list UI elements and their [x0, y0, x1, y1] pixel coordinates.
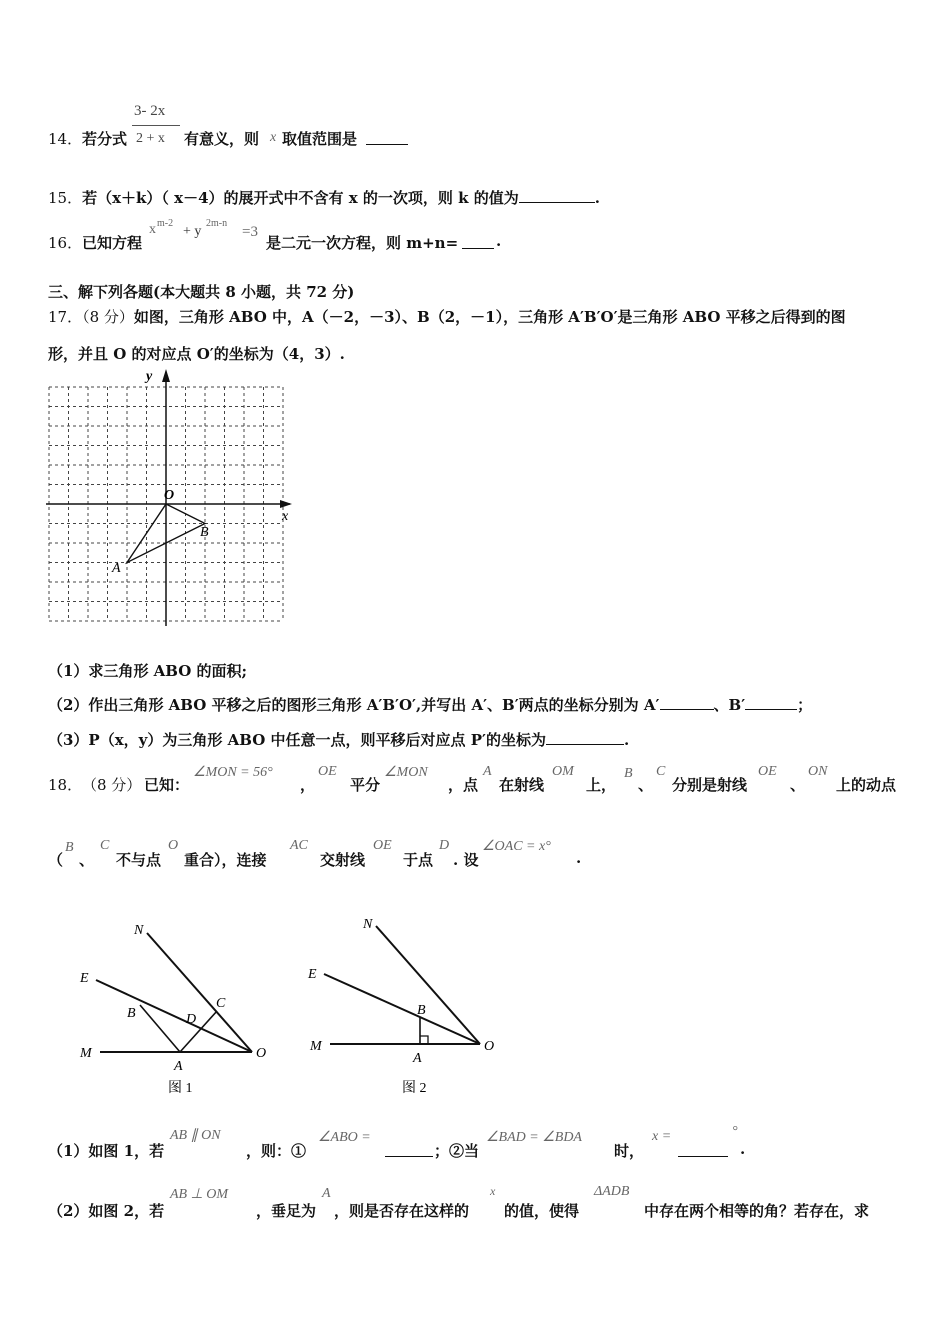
q18-moving-end: 上的动点: [836, 776, 897, 794]
q18-angle-abo-blank[interactable]: [385, 1142, 433, 1157]
fig1-label-o: O: [256, 1046, 267, 1061]
fig2-label-o: O: [484, 1039, 495, 1054]
fig1-label-d: D: [186, 1012, 197, 1027]
q18-sub-2-triangle: ΔADB: [594, 1184, 630, 1199]
q14-suffix: 取值范围是: [282, 130, 358, 148]
q14-fraction-denominator: 2 + x: [136, 131, 165, 146]
q18-comma-3: 上，: [586, 776, 617, 794]
q15-text: 若（x＋k）（ x－4）的展开式中不含有 x 的一次项，则 k 的值为: [82, 189, 519, 207]
q18-l2-set: . 设: [453, 851, 479, 869]
q18-bisect: 平分: [350, 776, 381, 794]
ray-on: [147, 933, 252, 1052]
q18-sub-2-condition: AB ⊥ OM: [170, 1187, 229, 1202]
q18-sub-1-angle-abo: ∠ABO =: [318, 1130, 371, 1145]
q18-on-ray: 在射线: [499, 776, 545, 794]
q18-sub-2-prefix: （2）如图 2，若: [48, 1202, 165, 1220]
q15-end: .: [594, 189, 600, 207]
q17-sub-3: [48, 729, 629, 750]
q18-sub-2: [48, 1182, 918, 1222]
q14-answer-blank[interactable]: [366, 130, 408, 145]
q18-moving: 分别是射线: [672, 776, 748, 794]
point-a-label: A: [112, 561, 121, 576]
q14-fraction-bar: [132, 125, 180, 126]
q18-sub-1-end: .: [740, 1140, 746, 1158]
x-axis-arrow: [280, 500, 292, 508]
q18-oe-2: OE: [758, 764, 777, 779]
fig1-label-b: B: [127, 1006, 136, 1021]
q18-l2-d: D: [439, 838, 450, 853]
fig1-label-a: A: [174, 1059, 183, 1074]
q17-sub-2-mid: 、B′: [713, 696, 746, 714]
q18-om: OM: [552, 764, 574, 779]
q15: [48, 187, 600, 208]
fig2-label-a: A: [413, 1051, 422, 1066]
q18-number: 18．: [48, 776, 83, 794]
segment-ab: [140, 1005, 180, 1052]
y-axis-arrow: [162, 369, 170, 382]
q17-sub-2-end: ；: [797, 696, 813, 714]
q18-dun-2: 、: [790, 776, 806, 794]
q18-points: （8 分）: [82, 776, 142, 794]
q18-angle-mon: ∠MON = 56°: [193, 765, 273, 780]
q18-line-2: [48, 836, 668, 876]
q18-l2-open: （: [48, 851, 64, 869]
q16-plus-y: + y: [183, 224, 202, 239]
q17-sub-2: [48, 694, 812, 715]
q17-p-prime-blank[interactable]: [546, 730, 624, 745]
q18-l2-at: 于点: [403, 851, 434, 869]
q18-point-a: A: [483, 764, 492, 779]
section-3-header: 三、解下列各题(本大题共 8 小题，共 72 分): [48, 283, 355, 301]
q18-known: 已知：: [144, 776, 190, 794]
q17-points: （8 分）: [82, 308, 134, 326]
q18-sub-2-foot: ，垂足为: [256, 1202, 317, 1220]
q17-text-1: 如图，三角形 ABO 中，A（－2，－3）、B（2，－1），三角形 A′B′O′是三角形 ABO 平移之后得到的图: [133, 308, 846, 326]
q17-a-prime-blank[interactable]: [660, 695, 714, 710]
q18-comma-2: ，点: [448, 776, 479, 794]
fig1-label-e: E: [80, 971, 89, 986]
q18-sub-1-degree: °: [732, 1124, 738, 1139]
q18-sub-1-condition: AB ∥ ON: [170, 1128, 221, 1143]
q14-number: 14．: [48, 130, 83, 148]
q18-angle-mon-2: ∠MON: [384, 765, 428, 780]
q18-sub-2-value: 的值，使得: [504, 1202, 580, 1220]
q18-oe: OE: [318, 764, 337, 779]
q18-sub-1-then: ，则：①: [246, 1142, 307, 1160]
q18-l2-ac: AC: [290, 838, 308, 853]
q16-prefix: 已知方程: [82, 234, 143, 252]
q18-on: ON: [808, 764, 828, 779]
x-axis-label: x: [282, 509, 289, 524]
figure-2: [300, 910, 520, 1100]
q17-line-2: 形，并且 O 的对应点 O′的坐标为（4，3）.: [48, 345, 345, 363]
q18-sub-1-when: 时，: [614, 1142, 645, 1160]
ray-on-2: [376, 926, 480, 1044]
q18-l2-dun: 、: [79, 851, 95, 869]
q16-rhs: =3: [242, 224, 258, 240]
q18-l2-c: C: [100, 838, 110, 853]
q17-number: 17．: [48, 308, 83, 326]
q18-dun: 、: [638, 776, 654, 794]
q18-x-blank[interactable]: [678, 1142, 728, 1157]
fig1-label-c: C: [216, 996, 226, 1011]
q18-sub-1-prefix: （1）如图 1，若: [48, 1142, 165, 1160]
q14-variable: x: [270, 130, 277, 145]
q15-answer-blank[interactable]: [519, 188, 595, 203]
q16-x: x: [149, 222, 156, 237]
q18-l2-o: O: [168, 838, 179, 853]
q17-sub-2-prefix: （2）作出三角形 ABO 平移之后的图形三角形 A′B′O′,并写出 A′、B′两点的坐标分别为 A′: [48, 696, 660, 714]
q17-sub-3-end: .: [623, 731, 630, 749]
right-angle-mark: [420, 1036, 428, 1044]
q18-point-b: B: [624, 766, 633, 781]
q18-sub-1-equal-angles: ∠BAD = ∠BDA: [486, 1130, 582, 1145]
y-axis-label: y: [146, 369, 153, 384]
q17-b-prime-blank[interactable]: [745, 695, 797, 710]
q18-point-c: C: [656, 764, 666, 779]
q17-sub-1: （1）求三角形 ABO 的面积;: [48, 662, 248, 680]
q16-end: .: [496, 232, 502, 250]
q16-x-exponent: m-2: [157, 218, 174, 229]
fig1-caption: 图 1: [168, 1081, 193, 1096]
q18-sub-2-end: 中存在两个相等的角？若存在，求: [644, 1202, 870, 1220]
q18-l2-b: B: [65, 840, 74, 855]
coordinate-grid-figure: [40, 366, 310, 628]
ray-oe-2: [324, 974, 480, 1044]
q16-number: 16．: [48, 234, 83, 252]
figure-1: [70, 910, 290, 1100]
fig1-label-m: M: [80, 1046, 92, 1061]
origin-label: O: [164, 488, 175, 503]
q18-l2-cross: 交射线: [320, 851, 366, 869]
q16-suffix: 是二元一次方程，则 m+n=: [266, 234, 459, 252]
q18-sub-1-x: x =: [652, 1129, 672, 1144]
ray-oe: [96, 980, 252, 1052]
q18-l2-oe: OE: [373, 838, 392, 853]
q18-sub-2-a: A: [322, 1186, 331, 1201]
q15-number: 15．: [48, 189, 83, 207]
q14: [48, 100, 548, 160]
fig2-label-b: B: [417, 1003, 426, 1018]
fig2-label-n: N: [363, 917, 373, 932]
q18-l2-angle: ∠OAC = x°: [482, 839, 551, 854]
q18-sub-2-ask: ，则是否存在这样的: [334, 1202, 470, 1220]
q18-l2-end: .: [576, 849, 582, 867]
point-b-label: B: [200, 525, 209, 540]
fig2-label-e: E: [308, 967, 317, 982]
fig1-label-n: N: [134, 923, 144, 938]
q14-prefix: 若分式: [82, 130, 128, 148]
q17-line-1: [48, 306, 846, 327]
q18-comma-1: ，: [300, 776, 316, 794]
q18-l2-not: 不与点: [116, 851, 162, 869]
q18-sub-1: [48, 1124, 808, 1164]
q14-fraction-numerator: 3- 2x: [134, 103, 166, 119]
fig2-label-m: M: [310, 1039, 322, 1054]
q16: [48, 220, 548, 260]
q18-line-1: [48, 760, 928, 800]
q14-middle: 有意义，则: [184, 130, 260, 148]
q16-y-exponent: 2m-n: [206, 218, 228, 229]
q16-answer-blank[interactable]: [462, 234, 494, 249]
q18-sub-1-semi: ；②当: [434, 1142, 480, 1160]
q18-l2-coincide: 重合），连接: [184, 851, 267, 869]
fig2-caption: 图 2: [402, 1081, 427, 1096]
q18-sub-2-x: x: [490, 1184, 496, 1198]
q17-sub-3-prefix: （3）P（x，y）为三角形 ABO 中任意一点，则平移后对应点 P′的坐标为: [48, 731, 546, 749]
